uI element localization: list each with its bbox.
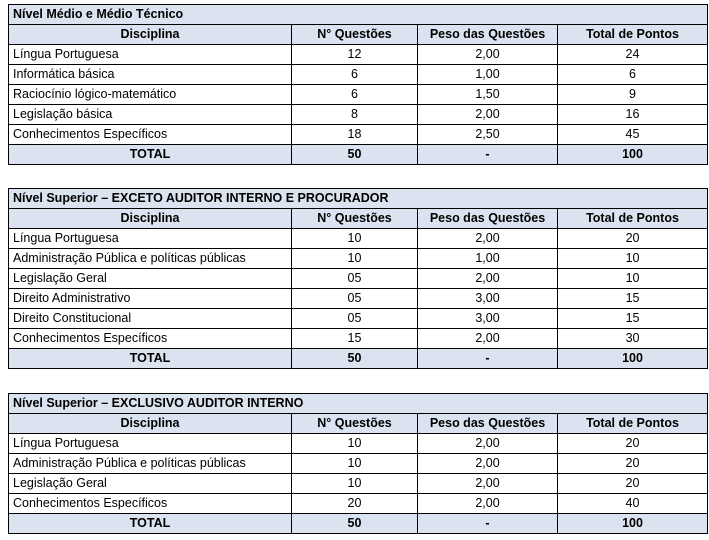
- cell-pontos: 6: [558, 65, 708, 85]
- cell-peso: 3,00: [418, 289, 558, 309]
- table-title-row: [9, 394, 708, 414]
- cell-questoes: 10: [292, 434, 418, 454]
- cell-pontos: 15: [558, 309, 708, 329]
- table-row: [9, 105, 708, 125]
- cell-questoes: 10: [292, 249, 418, 269]
- cell-questoes: 6: [292, 85, 418, 105]
- table-header-row: [9, 209, 708, 229]
- cell-peso: 1,00: [418, 65, 558, 85]
- cell-peso: 2,00: [418, 434, 558, 454]
- cell-pontos: 9: [558, 85, 708, 105]
- table-header-row: [9, 25, 708, 45]
- cell-peso: 2,50: [418, 125, 558, 145]
- total-peso: -: [418, 514, 558, 534]
- cell-disciplina: Administração Pública e políticas públicas: [9, 249, 292, 269]
- cell-peso: 2,00: [418, 229, 558, 249]
- cell-pontos: 20: [558, 474, 708, 494]
- cell-questoes: 05: [292, 269, 418, 289]
- cell-peso: 3,00: [418, 309, 558, 329]
- cell-peso: 2,00: [418, 45, 558, 65]
- header-disciplina: Disciplina: [9, 414, 292, 434]
- total-label: TOTAL: [9, 145, 292, 165]
- cell-pontos: 16: [558, 105, 708, 125]
- cell-pontos: 30: [558, 329, 708, 349]
- cell-peso: 2,00: [418, 474, 558, 494]
- total-questoes: 50: [292, 145, 418, 165]
- cell-disciplina: Administração Pública e políticas públicas: [9, 454, 292, 474]
- total-peso: -: [418, 349, 558, 369]
- cell-peso: 1,50: [418, 85, 558, 105]
- total-label: TOTAL: [9, 514, 292, 534]
- total-pontos: 100: [558, 349, 708, 369]
- table-nivel-superior-exceto: [8, 188, 708, 369]
- cell-peso: 2,00: [418, 269, 558, 289]
- cell-pontos: 20: [558, 229, 708, 249]
- cell-questoes: 20: [292, 494, 418, 514]
- table-nivel-superior-auditor: [8, 393, 708, 534]
- header-questoes: N° Questões: [292, 209, 418, 229]
- cell-disciplina: Direito Constitucional: [9, 309, 292, 329]
- cell-questoes: 10: [292, 474, 418, 494]
- total-questoes: 50: [292, 349, 418, 369]
- cell-questoes: 05: [292, 289, 418, 309]
- table-total-row: [9, 514, 708, 534]
- table-title: Nível Superior – EXCLUSIVO AUDITOR INTERNO: [9, 394, 708, 414]
- header-questoes: N° Questões: [292, 25, 418, 45]
- table-title-row: [9, 5, 708, 25]
- cell-pontos: 24: [558, 45, 708, 65]
- table-row: [9, 434, 708, 454]
- table-title: Nível Médio e Médio Técnico: [9, 5, 708, 25]
- cell-pontos: 15: [558, 289, 708, 309]
- cell-pontos: 40: [558, 494, 708, 514]
- cell-peso: 2,00: [418, 329, 558, 349]
- table-total-row: [9, 145, 708, 165]
- total-questoes: 50: [292, 514, 418, 534]
- cell-disciplina: Raciocínio lógico-matemático: [9, 85, 292, 105]
- cell-disciplina: Língua Portuguesa: [9, 45, 292, 65]
- header-pontos: Total de Pontos: [558, 209, 708, 229]
- cell-disciplina: Conhecimentos Específicos: [9, 329, 292, 349]
- cell-questoes: 8: [292, 105, 418, 125]
- header-pontos: Total de Pontos: [558, 414, 708, 434]
- cell-questoes: 18: [292, 125, 418, 145]
- cell-disciplina: Língua Portuguesa: [9, 229, 292, 249]
- table-header-row: [9, 414, 708, 434]
- cell-peso: 2,00: [418, 105, 558, 125]
- cell-pontos: 10: [558, 249, 708, 269]
- cell-peso: 1,00: [418, 249, 558, 269]
- header-pontos: Total de Pontos: [558, 25, 708, 45]
- table-row: [9, 85, 708, 105]
- table-total-row: [9, 349, 708, 369]
- cell-disciplina: Legislação Geral: [9, 474, 292, 494]
- cell-disciplina: Legislação Geral: [9, 269, 292, 289]
- table-row: [9, 494, 708, 514]
- cell-questoes: 05: [292, 309, 418, 329]
- cell-questoes: 12: [292, 45, 418, 65]
- total-label: TOTAL: [9, 349, 292, 369]
- cell-questoes: 15: [292, 329, 418, 349]
- cell-questoes: 6: [292, 65, 418, 85]
- cell-disciplina: Informática básica: [9, 65, 292, 85]
- table-title-row: [9, 189, 708, 209]
- table-row: [9, 125, 708, 145]
- total-pontos: 100: [558, 514, 708, 534]
- total-pontos: 100: [558, 145, 708, 165]
- cell-questoes: 10: [292, 454, 418, 474]
- cell-disciplina: Conhecimentos Específicos: [9, 494, 292, 514]
- header-peso: Peso das Questões: [418, 25, 558, 45]
- table-row: [9, 454, 708, 474]
- cell-questoes: 10: [292, 229, 418, 249]
- cell-disciplina: Direito Administrativo: [9, 289, 292, 309]
- table-row: [9, 309, 708, 329]
- table-row: [9, 474, 708, 494]
- header-peso: Peso das Questões: [418, 414, 558, 434]
- table-row: [9, 329, 708, 349]
- cell-pontos: 45: [558, 125, 708, 145]
- header-disciplina: Disciplina: [9, 209, 292, 229]
- cell-pontos: 20: [558, 454, 708, 474]
- header-peso: Peso das Questões: [418, 209, 558, 229]
- header-questoes: N° Questões: [292, 414, 418, 434]
- total-peso: -: [418, 145, 558, 165]
- table-row: [9, 289, 708, 309]
- table-nivel-medio: [8, 4, 708, 165]
- cell-peso: 2,00: [418, 454, 558, 474]
- table-row: [9, 249, 708, 269]
- cell-pontos: 20: [558, 434, 708, 454]
- cell-pontos: 10: [558, 269, 708, 289]
- cell-peso: 2,00: [418, 494, 558, 514]
- cell-disciplina: Conhecimentos Específicos: [9, 125, 292, 145]
- table-title: Nível Superior – EXCETO AUDITOR INTERNO E PROCURADOR: [9, 189, 708, 209]
- header-disciplina: Disciplina: [9, 25, 292, 45]
- cell-disciplina: Língua Portuguesa: [9, 434, 292, 454]
- cell-disciplina: Legislação básica: [9, 105, 292, 125]
- table-row: [9, 229, 708, 249]
- table-row: [9, 65, 708, 85]
- table-row: [9, 269, 708, 289]
- table-row: [9, 45, 708, 65]
